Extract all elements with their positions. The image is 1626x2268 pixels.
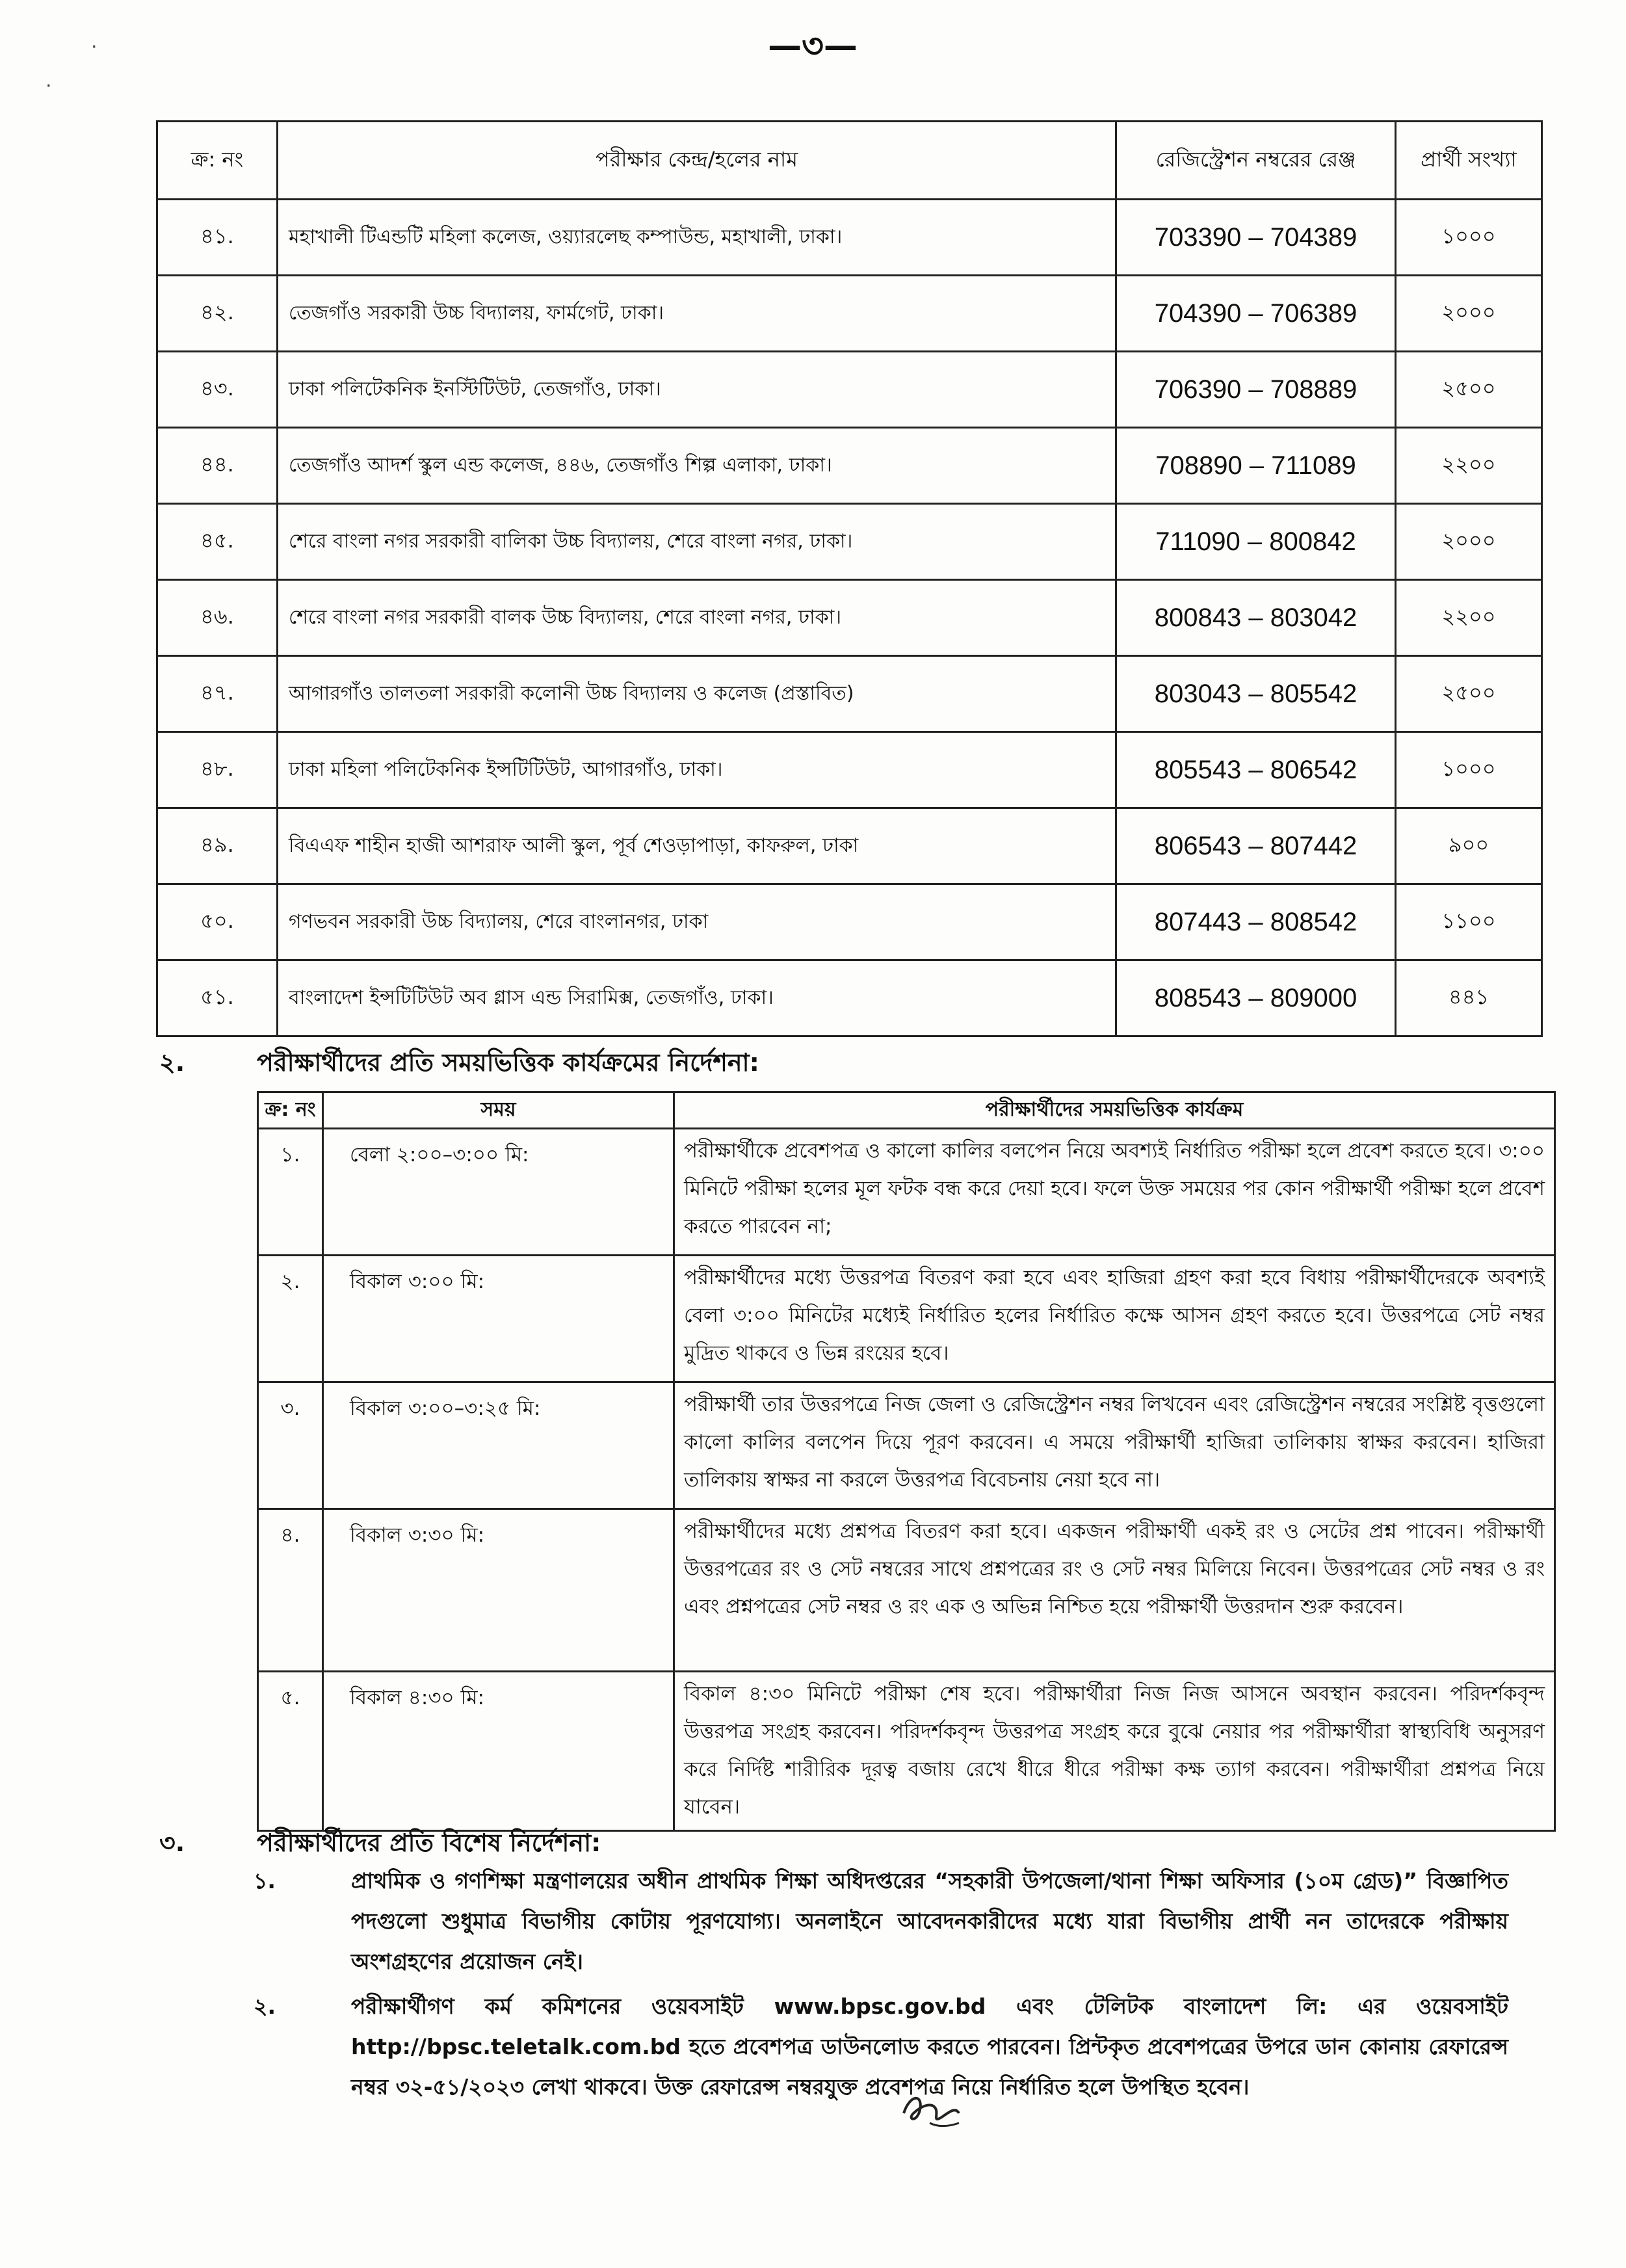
serial-cell: ৪৫.	[157, 504, 278, 580]
table-row	[157, 732, 1542, 808]
center-name-cell: বাংলাদেশ ইন্সটিটিউট অব গ্লাস এন্ড সিরামিক্স, তেজগাঁও, ঢাকা।	[278, 960, 1116, 1036]
section-3-heading	[159, 1824, 1525, 1856]
scan-speck: ·	[91, 36, 98, 59]
center-name-cell: তেজগাঁও আদর্শ স্কুল এন্ড কলেজ, ৪৪৬, তেজগাঁও শিল্প এলাকা, ঢাকা।	[278, 428, 1116, 504]
col-header-serial: ক্র: নং	[258, 1092, 323, 1129]
serial-cell: ১.	[258, 1129, 323, 1256]
instruction-item	[254, 1861, 1547, 1984]
instruction-text: পরীক্ষার্থীগণ কর্ম কমিশনের ওয়েবসাইট www.bpsc.gov.bd এবং টেলিটক বাংলাদেশ লি: এর ওয়েবসাইট http://bpsc.teletalk.com.bd হতে প্রবেশপত্র ডাউনলোড করতে পারবেন। প্রিন্টকৃত প্রবেশপত্রের উপরে ডান কোনায় রেফারেন্স নম্বর ৩২-৫১/২০২৩ লেখা থাকবে। উক্ত রেফারেন্স নম্বরযুক্ত প্রবেশপত্র নিয়ে নির্ধারিত হলে উপস্থিত হবেন।	[351, 1994, 1508, 2100]
candidate-count-cell: ৯০০	[1396, 808, 1542, 884]
table-row	[157, 656, 1542, 732]
col-header-reg-range: রেজিস্ট্রেশন নম্বরের রেঞ্জ	[1116, 122, 1396, 200]
center-name-cell: গণভবন সরকারী উচ্চ বিদ্যালয়, শেরে বাংলানগর, ঢাকা	[278, 884, 1116, 960]
candidate-count-cell: ২০০০	[1396, 504, 1542, 580]
reg-range-cell: 711090 – 800842	[1116, 504, 1396, 580]
table-row	[157, 276, 1542, 352]
schedule-table	[257, 1091, 1556, 1832]
activity-cell: পরীক্ষার্থীদের মধ্যে প্রশ্নপত্র বিতরণ করা হবে। একজন পরীক্ষার্থী একই রং ও সেটের প্রশ্ন পাবেন। পরীক্ষার্থী উত্তরপত্রের রং ও সেট নম্বরের সাথে প্রশ্নপত্রের রং ও সেট নম্বর মিলিয়ে নিবেন। উত্তরপত্রের সেট নম্বর ও রং এবং প্রশ্নপত্রের সেট নম্বর ও রং এক ও অভিন্ন নিশ্চিত হয়ে পরীক্ষার্থী উত্তরদান শুরু করবেন।	[674, 1509, 1555, 1672]
col-header-activity: পরীক্ষার্থীদের সময়ভিত্তিক কার্যক্রম	[674, 1092, 1555, 1129]
table-row	[157, 884, 1542, 960]
table-row	[157, 504, 1542, 580]
table-row	[258, 1382, 1555, 1509]
center-name-cell: ঢাকা মহিলা পলিটেকনিক ইন্সটিটিউট, আগারগাঁও, ঢাকা।	[278, 732, 1116, 808]
center-name-cell: শেরে বাংলা নগর সরকারী বালিকা উচ্চ বিদ্যালয়, শেরে বাংলা নগর, ঢাকা।	[278, 504, 1116, 580]
col-header-candidate-count: প্রার্থী সংখ্যা	[1396, 122, 1542, 200]
serial-cell: ৪৩.	[157, 352, 278, 428]
center-name-cell: তেজগাঁও সরকারী উচ্চ বিদ্যালয়, ফার্মগেট, ঢাকা।	[278, 276, 1116, 352]
col-header-serial: ক্র: নং	[157, 122, 278, 200]
reg-range-cell: 704390 – 706389	[1116, 276, 1396, 352]
table-row	[157, 960, 1542, 1036]
reg-range-cell: 803043 – 805542	[1116, 656, 1396, 732]
signature-initial	[897, 2087, 969, 2133]
instruction-text: প্রাথমিক ও গণশিক্ষা মন্ত্রণালয়ের অধীন প্রাথমিক শিক্ষা অধিদপ্তরের “সহকারী উপজেলা/থানা শিক্ষা অফিসার (১০ম গ্রেড)” বিজ্ঞাপিত পদগুলো শুধুমাত্র বিভাগীয় কোটায় পূরণযোগ্য। অনলাইনে আবেদনকারীদের মধ্যে যারা বিভাগীয় প্রার্থী নন তাদেরকে পরীক্ষায় অংশগ্রহণের প্রয়োজন নেই।	[351, 1868, 1508, 1974]
serial-cell: ৪৪.	[157, 428, 278, 504]
candidate-count-cell: ২০০০	[1396, 276, 1542, 352]
serial-cell: ৫১.	[157, 960, 278, 1036]
time-cell: বিকাল ৩:০০–৩:২৫ মি:	[323, 1382, 674, 1509]
serial-cell: ৪৯.	[157, 808, 278, 884]
candidate-count-cell: ১০০০	[1396, 732, 1542, 808]
serial-cell: ৪২.	[157, 276, 278, 352]
candidate-count-cell: ৪৪১	[1396, 960, 1542, 1036]
activity-cell: পরীক্ষার্থী তার উত্তরপত্রে নিজ জেলা ও রেজিস্ট্রেশন নম্বর লিখবেন এবং রেজিস্ট্রেশন নম্বরের সংশ্লিষ্ট বৃত্তগুলো কালো কালির বলপেন দিয়ে পূরণ করবেন। এ সময়ে পরীক্ষার্থী হাজিরা তালিকায় স্বাক্ষর করবেন। হাজিরা তালিকায় স্বাক্ষর না করলে উত্তরপত্র বিবেচনায় নেয়া হবে না।	[674, 1382, 1555, 1509]
candidate-count-cell: ২২০০	[1396, 428, 1542, 504]
candidate-count-cell: ২৫০০	[1396, 656, 1542, 732]
serial-cell: ৫০.	[157, 884, 278, 960]
time-cell: বিকাল ৩:৩০ মি:	[323, 1509, 674, 1672]
serial-cell: ২.	[258, 1256, 323, 1382]
table-row	[258, 1509, 1555, 1672]
center-name-cell: আগারগাঁও তালতলা সরকারী কলোনী উচ্চ বিদ্যালয় ও কলেজ (প্রস্তাবিত)	[278, 656, 1116, 732]
serial-cell: ৪১.	[157, 200, 278, 276]
candidate-count-cell: ২২০০	[1396, 580, 1542, 656]
reg-range-cell: 808543 – 809000	[1116, 960, 1396, 1036]
page-number: —৩—	[768, 27, 858, 66]
instruction-number: ২.	[254, 1994, 276, 2019]
center-name-cell: মহাখালী টিএন্ডটি মহিলা কলেজ, ওয়্যারলেছ কম্পাউন্ড, মহাখালী, ঢাকা।	[278, 200, 1116, 276]
table-row	[157, 352, 1542, 428]
center-name-cell: শেরে বাংলা নগর সরকারী বালক উচ্চ বিদ্যালয়, শেরে বাংলা নগর, ঢাকা।	[278, 580, 1116, 656]
reg-range-cell: 703390 – 704389	[1116, 200, 1396, 276]
center-name-cell: বিএএফ শাহীন হাজী আশরাফ আলী স্কুল, পূর্ব শেওড়াপাড়া, কাফরুল, ঢাকা	[278, 808, 1116, 884]
center-name-cell: ঢাকা পলিটেকনিক ইনস্টিটিউট, তেজগাঁও, ঢাকা।	[278, 352, 1116, 428]
section-2-heading	[159, 1044, 1525, 1076]
activity-cell: বিকাল ৪:৩০ মিনিটে পরীক্ষা শেষ হবে। পরীক্ষার্থীরা নিজ নিজ আসনে অবস্থান করবেন। পরিদর্শকবৃন্দ উত্তরপত্র সংগ্রহ করবেন। পরিদর্শকবৃন্দ উত্তরপত্র সংগ্রহ করে বুঝে নেয়ার পর পরীক্ষার্থীরা স্বাস্থ্যবিধি অনুসরণ করে নির্দিষ্ট শারীরিক দূরত্ব বজায় রেখে ধীরে ধীরে পরীক্ষা কক্ষ ত্যাগ করবেন। পরীক্ষার্থীরা প্রশ্নপত্র নিয়ে যাবেন।	[674, 1672, 1555, 1831]
table-row	[258, 1672, 1555, 1831]
table-row	[258, 1129, 1555, 1256]
serial-cell: ৪.	[258, 1509, 323, 1672]
section-title: পরীক্ষার্থীদের প্রতি সময়ভিত্তিক কার্যক্রমের নির্দেশনা:	[257, 1048, 759, 1077]
section-number: ২.	[159, 1048, 185, 1077]
table-row	[157, 808, 1542, 884]
candidate-count-cell: ২৫০০	[1396, 352, 1542, 428]
instruction-number: ১.	[254, 1868, 276, 1893]
reg-range-cell: 807443 – 808542	[1116, 884, 1396, 960]
time-cell: বিকাল ৪:৩০ মি:	[323, 1672, 674, 1831]
table-row	[157, 580, 1542, 656]
candidate-count-cell: ১১০০	[1396, 884, 1542, 960]
time-cell: বিকাল ৩:০০ মি:	[323, 1256, 674, 1382]
section-number: ৩.	[159, 1828, 185, 1857]
table-header-row	[157, 122, 1542, 200]
reg-range-cell: 805543 – 806542	[1116, 732, 1396, 808]
serial-cell: ৩.	[258, 1382, 323, 1509]
reg-range-cell: 800843 – 803042	[1116, 580, 1396, 656]
serial-cell: ৪৭.	[157, 656, 278, 732]
candidate-count-cell: ১০০০	[1396, 200, 1542, 276]
serial-cell: ৪৬.	[157, 580, 278, 656]
reg-range-cell: 706390 – 708889	[1116, 352, 1396, 428]
section-title: পরীক্ষার্থীদের প্রতি বিশেষ নির্দেশনা:	[257, 1828, 601, 1857]
activity-cell: পরীক্ষার্থীদের মধ্যে উত্তরপত্র বিতরণ করা হবে এবং হাজিরা গ্রহণ করা হবে বিধায় পরীক্ষার্থীদেরকে অবশ্যই বেলা ৩:০০ মিনিটের মধ্যেই নির্ধারিত হলের নির্ধারিত কক্ষে আসন গ্রহণ করতে হবে। উত্তরপত্রে সেট নম্বর মুদ্রিত থাকবে ও ভিন্ন রংয়ের হবে।	[674, 1256, 1555, 1382]
activity-cell: পরীক্ষার্থীকে প্রবেশপত্র ও কালো কালির বলপেন নিয়ে অবশ্যই নির্ধারিত পরীক্ষা হলে প্রবেশ করতে হবে। ৩:০০ মিনিটে পরীক্ষা হলের মূল ফটক বন্ধ করে দেয়া হবে। ফলে উক্ত সময়ের পর কোন পরীক্ষার্থী পরীক্ষা হলে প্রবেশ করতে পারবেন না;	[674, 1129, 1555, 1256]
reg-range-cell: 708890 – 711089	[1116, 428, 1396, 504]
time-cell: বেলা ২:০০–৩:০০ মি:	[323, 1129, 674, 1256]
reg-range-cell: 806543 – 807442	[1116, 808, 1396, 884]
table-header-row	[258, 1092, 1555, 1129]
serial-cell: ৪৮.	[157, 732, 278, 808]
scan-speck: ·	[46, 75, 52, 98]
col-header-center-name: পরীক্ষার কেন্দ্র/হলের নাম	[278, 122, 1116, 200]
exam-center-table	[156, 120, 1543, 1037]
serial-cell: ৫.	[258, 1672, 323, 1831]
table-row	[157, 200, 1542, 276]
col-header-time: সময়	[323, 1092, 674, 1129]
table-row	[258, 1256, 1555, 1382]
table-row	[157, 428, 1542, 504]
